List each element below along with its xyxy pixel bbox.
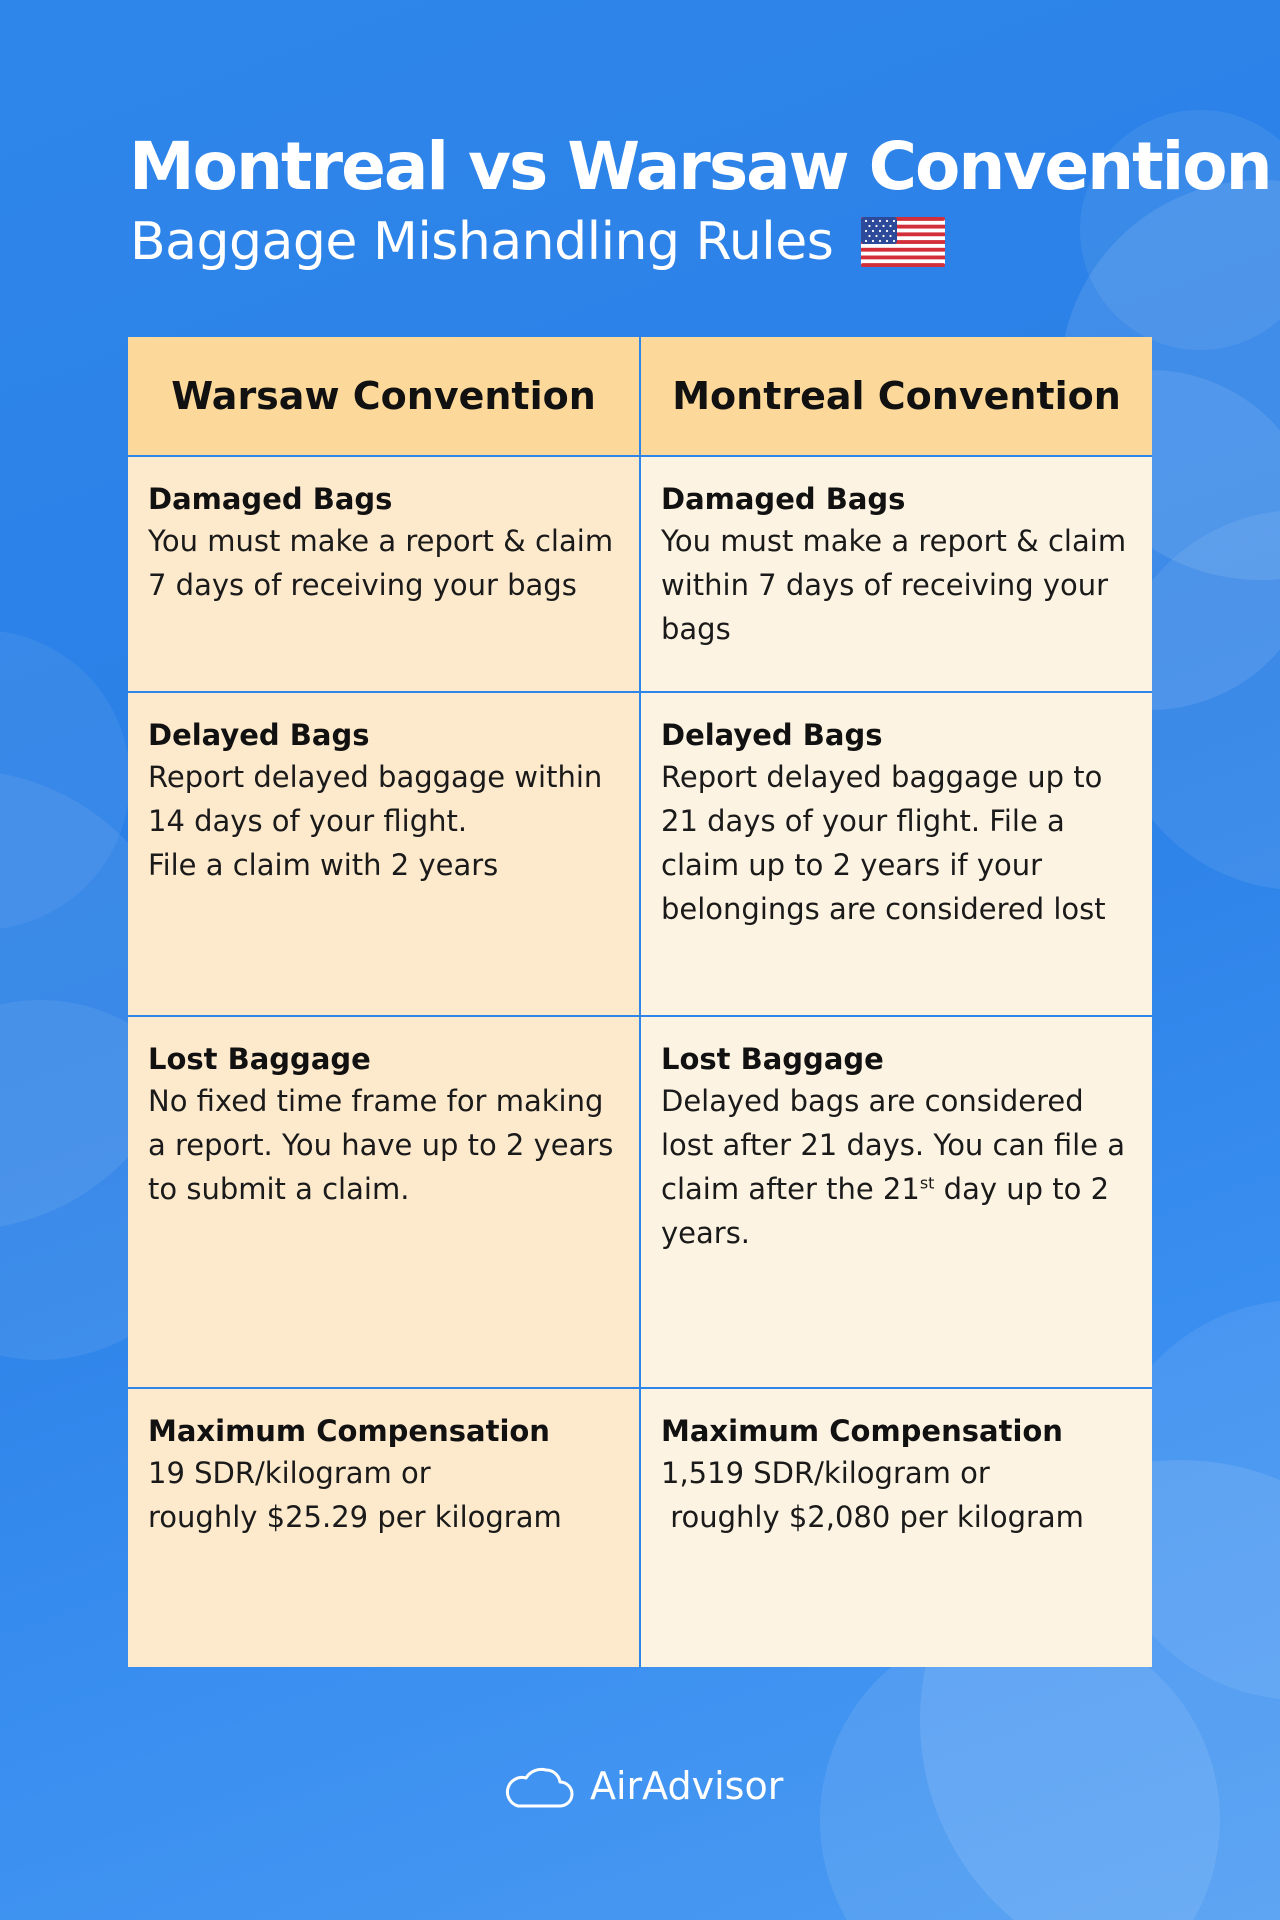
- page-subtitle: Baggage Mishandling Rules: [130, 212, 834, 272]
- warsaw-max-compensation-cell: [128, 1389, 639, 1667]
- comparison-table: [128, 337, 1152, 1667]
- montreal-lost-baggage-cell: [641, 1017, 1152, 1387]
- warsaw-damaged-bags-cell: [128, 457, 639, 691]
- cell-text: roughly $2,080 per kilogram: [661, 1500, 1084, 1534]
- column-header-warsaw: [128, 337, 639, 455]
- cell-text: You must make a report & claim within 7 days of receiving your bags: [661, 524, 1127, 646]
- column-header-label: Montreal Convention: [672, 374, 1121, 418]
- cell-text: roughly $25.29 per kilogram: [148, 1500, 562, 1534]
- cell-text-part: Delayed bags are considered lost after 21 days. You can file a claim after the 21: [661, 1084, 1125, 1206]
- montreal-max-compensation-cell: [641, 1389, 1152, 1667]
- montreal-damaged-bags-cell: [641, 457, 1152, 691]
- column-header-montreal: [641, 337, 1152, 455]
- montreal-delayed-bags-cell: [641, 693, 1152, 1015]
- brand-logo: [500, 1760, 783, 1812]
- us-flag-icon: [861, 217, 945, 267]
- ordinal-suffix: st: [919, 1173, 935, 1193]
- cell-text: 19 SDR/kilogram or: [148, 1456, 431, 1490]
- cell-title: Damaged Bags: [148, 482, 393, 516]
- subtitle-row: [130, 212, 945, 272]
- brand-name: AirAdvisor: [590, 1764, 784, 1808]
- cell-title: Damaged Bags: [661, 482, 906, 516]
- page-title: Montreal vs Warsaw Convention: [129, 128, 1271, 205]
- cell-title: Lost Baggage: [148, 1042, 371, 1076]
- cell-title: Maximum Compensation: [148, 1414, 550, 1448]
- cell-text: 1,519 SDR/kilogram or: [661, 1456, 990, 1490]
- column-header-label: Warsaw Convention: [171, 374, 596, 418]
- cloud-icon: [500, 1760, 576, 1812]
- cell-title: Maximum Compensation: [661, 1414, 1063, 1448]
- cell-text-part: day up to 2 years.: [661, 1172, 1110, 1250]
- cell-text: Report delayed baggage up to 21 days of your flight. File a claim up to 2 years if your belongings are considered lost: [661, 760, 1106, 926]
- cell-title: Delayed Bags: [661, 718, 883, 752]
- cell-text: Report delayed baggage within 14 days of your flight.: [148, 760, 603, 838]
- warsaw-lost-baggage-cell: [128, 1017, 639, 1387]
- cell-text: [661, 1079, 1132, 1255]
- cell-title: Lost Baggage: [661, 1042, 884, 1076]
- cell-text: You must make a report & claim 7 days of receiving your bags: [148, 524, 614, 602]
- cell-text: No fixed time frame for making a report. You have up to 2 years to submit a claim.: [148, 1084, 614, 1206]
- cell-text: File a claim with 2 years: [148, 848, 499, 882]
- cell-title: Delayed Bags: [148, 718, 370, 752]
- warsaw-delayed-bags-cell: [128, 693, 639, 1015]
